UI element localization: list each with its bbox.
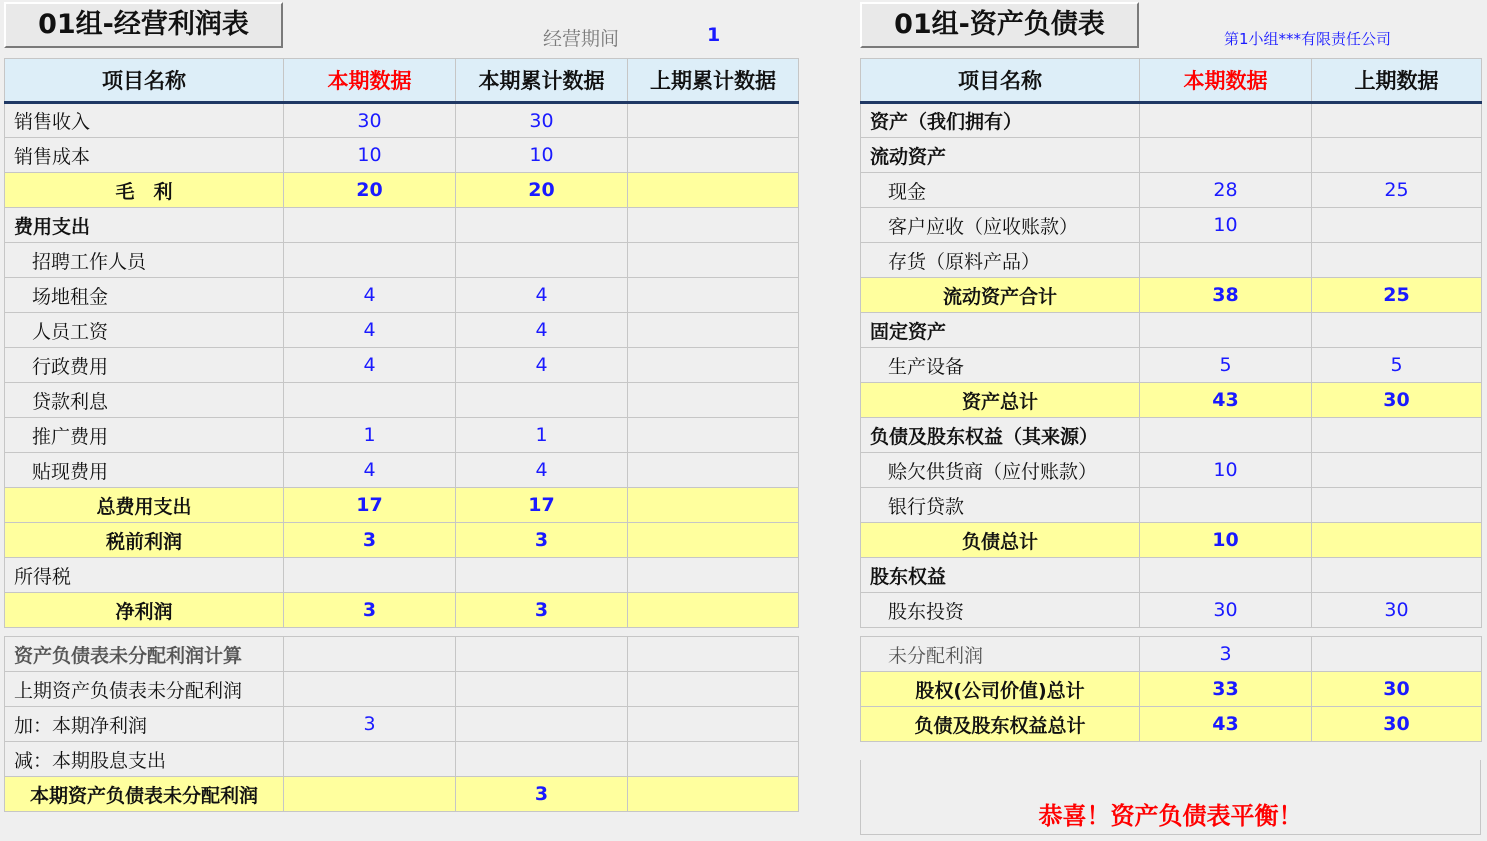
header-item-name: 项目名称 <box>861 59 1140 103</box>
table-row <box>5 278 799 313</box>
cell-prev[interactable]: 30 <box>1312 383 1482 418</box>
cell-cur[interactable] <box>1140 243 1312 278</box>
row-label[interactable]: 资产负债表未分配利润计算 <box>5 637 284 672</box>
row-label[interactable]: 减：本期股息支出 <box>5 742 284 777</box>
cell-cum[interactable]: 3 <box>456 523 628 558</box>
row-label[interactable]: 客户应收（应收账款） <box>861 208 1140 243</box>
cell-cum[interactable] <box>456 672 628 707</box>
cell-cur[interactable] <box>1140 558 1312 593</box>
table-row <box>861 488 1482 523</box>
row-label[interactable]: 贷款利息 <box>5 383 284 418</box>
header-current: 本期数据 <box>284 59 456 103</box>
cell-cur[interactable]: 3 <box>284 523 456 558</box>
cell-cur[interactable]: 4 <box>284 278 456 313</box>
table-row <box>861 453 1482 488</box>
row-label[interactable]: 销售成本 <box>5 138 284 173</box>
cell-cur[interactable]: 10 <box>1140 523 1312 558</box>
row-label[interactable]: 贴现费用 <box>5 453 284 488</box>
row-label[interactable]: 存货（原料产品） <box>861 243 1140 278</box>
cell-prev[interactable] <box>628 348 799 383</box>
cell-prev[interactable] <box>628 208 799 243</box>
table-row <box>5 208 799 243</box>
table-row <box>5 453 799 488</box>
table-row <box>5 628 799 637</box>
cell-cur[interactable]: 4 <box>284 313 456 348</box>
income-statement-title: 01组-经营利润表 <box>4 2 283 48</box>
cell-prev[interactable] <box>628 558 799 593</box>
cell-cur[interactable]: 10 <box>1140 208 1312 243</box>
balance-sheet-title: 01组-资产负债表 <box>860 2 1139 48</box>
table-row <box>861 208 1482 243</box>
cell-prev[interactable]: 30 <box>1312 593 1482 628</box>
table-row <box>861 313 1482 348</box>
table-row <box>5 672 799 707</box>
row-label[interactable]: 人员工资 <box>5 313 284 348</box>
table-row <box>5 707 799 742</box>
cell-cum[interactable]: 30 <box>456 103 628 138</box>
cell-cur[interactable]: 17 <box>284 488 456 523</box>
table-row <box>861 243 1482 278</box>
cell-prev[interactable] <box>1312 208 1482 243</box>
cell-cum[interactable]: 10 <box>456 138 628 173</box>
row-label[interactable]: 现金 <box>861 173 1140 208</box>
cell-cur[interactable]: 33 <box>1140 672 1312 707</box>
cell-cur[interactable]: 10 <box>284 138 456 173</box>
row-label[interactable]: 招聘工作人员 <box>5 243 284 278</box>
income-statement-table <box>4 58 799 812</box>
row-label[interactable]: 股权(公司价值)总计 <box>861 672 1140 707</box>
balance-header-row <box>861 59 1482 103</box>
row-label[interactable]: 资产总计 <box>861 383 1140 418</box>
cell-prev[interactable] <box>628 488 799 523</box>
cell-cur[interactable] <box>1140 488 1312 523</box>
cell-cum[interactable]: 4 <box>456 348 628 383</box>
cell-cur[interactable] <box>1140 103 1312 138</box>
cell-prev[interactable] <box>628 628 799 637</box>
row-label[interactable]: 赊欠供货商（应付账款） <box>861 453 1140 488</box>
row-label[interactable]: 生产设备 <box>861 348 1140 383</box>
table-row <box>5 103 799 138</box>
cell-cur[interactable] <box>284 637 456 672</box>
cell-cum[interactable] <box>456 558 628 593</box>
cell-prev[interactable]: 25 <box>1312 173 1482 208</box>
row-label[interactable]: 上期资产负债表未分配利润 <box>5 672 284 707</box>
table-row <box>5 742 799 777</box>
cell-cur[interactable]: 4 <box>284 348 456 383</box>
cell-cur[interactable] <box>284 742 456 777</box>
cell-cur[interactable]: 4 <box>284 453 456 488</box>
cell-prev[interactable] <box>1312 628 1482 637</box>
table-row <box>5 418 799 453</box>
cell-prev[interactable] <box>1312 558 1482 593</box>
cell-cur[interactable]: 30 <box>1140 593 1312 628</box>
row-label[interactable]: 银行贷款 <box>861 488 1140 523</box>
cell-cum[interactable] <box>456 628 628 637</box>
table-row <box>5 173 799 208</box>
cell-cum[interactable] <box>456 208 628 243</box>
row-label[interactable]: 毛 利 <box>5 173 284 208</box>
cell-cum[interactable]: 3 <box>456 777 628 812</box>
table-row <box>861 383 1482 418</box>
cell-cur[interactable]: 3 <box>1140 637 1312 672</box>
cell-cur[interactable]: 43 <box>1140 707 1312 742</box>
table-row <box>861 523 1482 558</box>
table-row <box>5 243 799 278</box>
row-label[interactable]: 税前利润 <box>5 523 284 558</box>
cell-prev[interactable] <box>628 243 799 278</box>
balance-check-message: 恭喜！资产负债表平衡！ <box>860 760 1481 835</box>
cell-prev[interactable] <box>1312 488 1482 523</box>
cell-prev[interactable] <box>1312 313 1482 348</box>
header-previous-cumulative: 上期累计数据 <box>628 59 799 103</box>
cell-prev[interactable] <box>1312 243 1482 278</box>
table-row <box>861 672 1482 707</box>
cell-prev[interactable] <box>628 637 799 672</box>
row-label[interactable]: 负债及股东权益总计 <box>861 707 1140 742</box>
cell-prev[interactable]: 30 <box>1312 707 1482 742</box>
cell-cum[interactable] <box>456 243 628 278</box>
cell-cur[interactable]: 3 <box>284 593 456 628</box>
period-value[interactable]: 1 <box>707 24 721 46</box>
table-row <box>5 488 799 523</box>
cell-prev[interactable] <box>628 593 799 628</box>
row-label[interactable]: 股东权益 <box>861 558 1140 593</box>
cell-prev[interactable] <box>1312 453 1482 488</box>
income-header-row <box>5 59 799 103</box>
row-label[interactable] <box>861 628 1140 637</box>
table-row <box>5 558 799 593</box>
cell-cur[interactable]: 30 <box>284 103 456 138</box>
cell-cur[interactable]: 38 <box>1140 278 1312 313</box>
cell-prev[interactable] <box>628 672 799 707</box>
cell-prev[interactable]: 5 <box>1312 348 1482 383</box>
cell-prev[interactable] <box>628 453 799 488</box>
row-label[interactable]: 总费用支出 <box>5 488 284 523</box>
cell-cur[interactable] <box>284 208 456 243</box>
cell-cum[interactable]: 4 <box>456 453 628 488</box>
cell-cum[interactable] <box>456 383 628 418</box>
cell-prev[interactable] <box>628 313 799 348</box>
cell-cum[interactable]: 1 <box>456 418 628 453</box>
period-label: 经营期间 <box>543 28 620 50</box>
table-row <box>5 523 799 558</box>
cell-prev[interactable] <box>628 173 799 208</box>
table-row <box>861 173 1482 208</box>
row-label[interactable]: 本期资产负债表未分配利润 <box>5 777 284 812</box>
cell-prev[interactable] <box>628 707 799 742</box>
company-name: 第1小组***有限责任公司 <box>1224 30 1392 48</box>
table-row <box>861 593 1482 628</box>
cell-cur[interactable]: 20 <box>284 173 456 208</box>
row-label[interactable]: 所得税 <box>5 558 284 593</box>
cell-prev[interactable] <box>628 742 799 777</box>
row-label[interactable]: 负债及股东权益（其来源） <box>861 418 1140 453</box>
row-label[interactable]: 行政费用 <box>5 348 284 383</box>
table-row <box>861 348 1482 383</box>
cell-cur[interactable] <box>284 672 456 707</box>
cell-cur[interactable]: 3 <box>284 707 456 742</box>
cell-cur[interactable]: 10 <box>1140 453 1312 488</box>
row-label[interactable]: 销售收入 <box>5 103 284 138</box>
row-label[interactable]: 净利润 <box>5 593 284 628</box>
row-label[interactable] <box>5 628 284 637</box>
cell-prev[interactable] <box>1312 637 1482 672</box>
cell-prev[interactable] <box>628 523 799 558</box>
cell-cur[interactable] <box>284 628 456 637</box>
table-row <box>861 558 1482 593</box>
cell-cum[interactable] <box>456 742 628 777</box>
row-label[interactable]: 资产（我们拥有） <box>861 103 1140 138</box>
row-label[interactable]: 费用支出 <box>5 208 284 243</box>
cell-cur[interactable]: 28 <box>1140 173 1312 208</box>
cell-prev[interactable] <box>628 777 799 812</box>
cell-prev[interactable] <box>1312 103 1482 138</box>
cell-cur[interactable] <box>1140 628 1312 637</box>
cell-prev[interactable] <box>1312 523 1482 558</box>
table-row <box>5 313 799 348</box>
table-row <box>861 103 1482 138</box>
header-cumulative: 本期累计数据 <box>456 59 628 103</box>
cell-cum[interactable]: 4 <box>456 278 628 313</box>
table-row <box>861 278 1482 313</box>
header-previous: 上期数据 <box>1312 59 1482 103</box>
table-row <box>5 348 799 383</box>
cell-prev[interactable] <box>628 418 799 453</box>
cell-cum[interactable]: 17 <box>456 488 628 523</box>
cell-cur[interactable]: 1 <box>284 418 456 453</box>
cell-cum[interactable]: 20 <box>456 173 628 208</box>
cell-cum[interactable] <box>456 637 628 672</box>
cell-prev[interactable] <box>628 138 799 173</box>
table-row <box>861 138 1482 173</box>
table-row <box>5 637 799 672</box>
table-row <box>5 777 799 812</box>
table-row <box>5 383 799 418</box>
table-row <box>861 707 1482 742</box>
cell-cur[interactable]: 43 <box>1140 383 1312 418</box>
table-row <box>861 628 1482 637</box>
row-label[interactable]: 推广费用 <box>5 418 284 453</box>
cell-cum[interactable]: 3 <box>456 593 628 628</box>
row-label[interactable]: 加：本期净利润 <box>5 707 284 742</box>
balance-sheet-table <box>860 58 1482 742</box>
cell-prev[interactable] <box>1312 138 1482 173</box>
table-row <box>5 593 799 628</box>
cell-cur[interactable]: 5 <box>1140 348 1312 383</box>
cell-prev[interactable]: 25 <box>1312 278 1482 313</box>
row-label[interactable]: 负债总计 <box>861 523 1140 558</box>
table-row <box>861 418 1482 453</box>
row-label[interactable]: 股东投资 <box>861 593 1140 628</box>
header-current: 本期数据 <box>1140 59 1312 103</box>
row-label[interactable]: 流动资产 <box>861 138 1140 173</box>
cell-cur[interactable] <box>284 777 456 812</box>
table-row <box>5 138 799 173</box>
table-row <box>861 637 1482 672</box>
cell-prev[interactable] <box>1312 418 1482 453</box>
cell-cur[interactable] <box>1140 418 1312 453</box>
cell-prev[interactable] <box>628 383 799 418</box>
row-label[interactable]: 未分配利润 <box>861 637 1140 672</box>
header-item-name: 项目名称 <box>5 59 284 103</box>
row-label[interactable]: 流动资产合计 <box>861 278 1140 313</box>
cell-prev[interactable] <box>628 278 799 313</box>
cell-cur[interactable] <box>1140 138 1312 173</box>
cell-prev[interactable]: 30 <box>1312 672 1482 707</box>
cell-cur[interactable] <box>284 243 456 278</box>
cell-cum[interactable] <box>456 707 628 742</box>
cell-cur[interactable] <box>284 558 456 593</box>
cell-cur[interactable] <box>284 383 456 418</box>
row-label[interactable]: 场地租金 <box>5 278 284 313</box>
row-label[interactable]: 固定资产 <box>861 313 1140 348</box>
cell-cur[interactable] <box>1140 313 1312 348</box>
cell-cum[interactable]: 4 <box>456 313 628 348</box>
cell-prev[interactable] <box>628 103 799 138</box>
